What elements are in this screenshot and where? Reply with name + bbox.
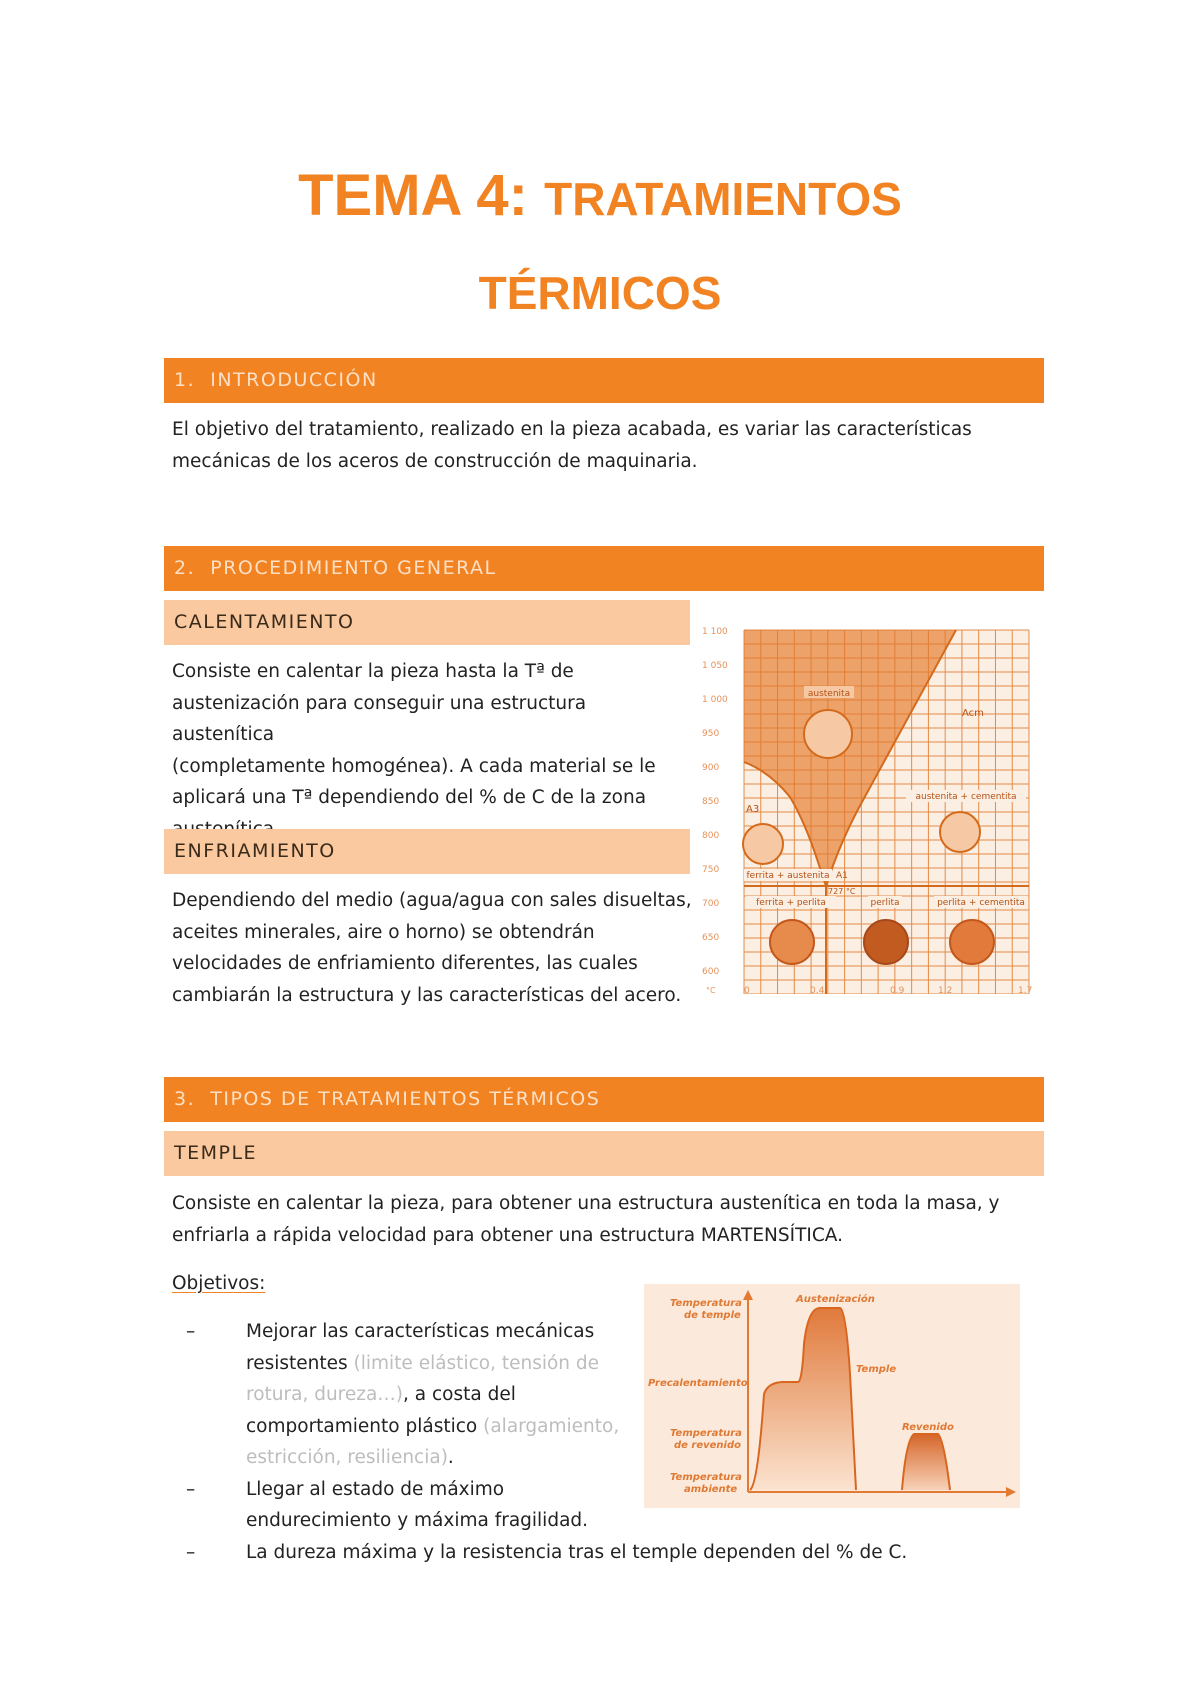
section-number: 1.	[174, 369, 196, 391]
calentamiento-paragraph	[172, 656, 692, 845]
list-dash: –	[186, 1541, 196, 1563]
enfriamiento-line: cambiarán la estructura y las características del acero.	[172, 984, 682, 1006]
label-a1: A1	[836, 871, 848, 881]
label-austenita-cementita: austenita + cementita	[915, 792, 1017, 802]
y-tick-label: 650	[702, 933, 720, 943]
y-tick-label: 900	[702, 763, 720, 773]
label-ferrita-perlita: ferrita + perlita	[756, 898, 826, 908]
section-number: 3.	[174, 1088, 196, 1110]
calentamiento-line: (completamente homogénea). A cada material se le	[172, 755, 656, 777]
temple-cycle-figure	[644, 1284, 1020, 1508]
page-title-line2: TÉRMICOS	[478, 267, 722, 319]
enfriamiento-line: velocidades de enfriamiento diferentes, las cuales	[172, 953, 638, 974]
x-tick-label: 1.7	[1018, 986, 1033, 994]
label-austenizacion: Austenización	[796, 1294, 875, 1305]
label-revenido: Revenido	[902, 1422, 954, 1433]
bullet-note: rotura, dureza…)	[246, 1384, 404, 1405]
bullet-text: .	[447, 1447, 454, 1468]
label-temp-revenido: Temperatura	[670, 1428, 742, 1439]
x-tick-label: 1.2	[938, 986, 953, 994]
label-temp-revenido: de revenido	[674, 1440, 742, 1451]
y-axis-unit: °C	[706, 986, 716, 994]
label-perlita-cementita: perlita + cementita	[937, 898, 1025, 908]
label-acm: Acm	[962, 708, 984, 719]
temple-line: enfriarla a rápida velocidad para obtener una estructura MARTENSÍTICA.	[172, 1224, 843, 1246]
label-a3: A3	[746, 804, 760, 815]
bullet-line: endurecimiento y máxima fragilidad.	[246, 1510, 589, 1531]
temple-paragraph	[172, 1188, 1072, 1251]
bullet-line: Llegar al estado de máximo	[246, 1478, 505, 1500]
calentamiento-line: austenización para conseguir una estructura austenítica	[172, 692, 587, 745]
x-tick-label: 0	[744, 986, 750, 994]
list-item	[164, 1537, 1124, 1569]
label-temp-temple: Temperatura	[670, 1298, 742, 1309]
objetivos-label: Objetivos:	[172, 1273, 266, 1294]
bullet-text: , a costa del	[403, 1384, 516, 1405]
bullet-text: comportamiento plástico	[246, 1415, 484, 1437]
section-number: 2.	[174, 557, 196, 579]
y-tick-label: 750	[702, 865, 720, 875]
enfriamiento-line: Dependiendo del medio (agua/agua con sales disueltas,	[172, 890, 692, 911]
label-austenita: austenita	[807, 689, 851, 699]
y-tick-label: 1 100	[702, 627, 728, 637]
bullet-note: estricción, resiliencia)	[246, 1447, 448, 1468]
bullet-text: resistentes	[246, 1352, 354, 1374]
subheading-temple: TEMPLE	[164, 1131, 1044, 1176]
label-temp-ambiente: ambiente	[684, 1484, 738, 1495]
bullet-line: Mejorar las características mecánicas	[246, 1321, 595, 1342]
intro-line: El objetivo del tratamiento, realizado en la pieza acabada, es variar las características	[172, 419, 972, 440]
subheading-calentamiento: CALENTAMIENTO	[164, 600, 690, 645]
section-label: PROCEDIMIENTO GENERAL	[210, 557, 497, 579]
section-label: TIPOS DE TRATAMIENTOS TÉRMICOS	[210, 1088, 601, 1110]
y-tick-label: 800	[702, 831, 720, 841]
section-heading-tipos	[164, 1077, 1044, 1122]
y-tick-label: 1 000	[702, 695, 728, 705]
bullet-note: (limite elástico, tensión de	[353, 1352, 600, 1374]
phase-diagram-figure	[700, 622, 1040, 994]
bullet-line: La dureza máxima y la resistencia tras el temple dependen del % de C.	[246, 1541, 908, 1563]
section-heading-procedimiento	[164, 546, 1044, 591]
list-dash: –	[186, 1478, 196, 1500]
label-ferrita-austenita: ferrita + austenita	[746, 871, 830, 881]
y-tick-label: 950	[702, 729, 720, 739]
y-tick-label: 600	[702, 967, 720, 977]
section-label: INTRODUCCIÓN	[210, 369, 378, 391]
y-tick-label: 700	[702, 899, 720, 909]
enfriamiento-paragraph	[172, 885, 692, 1011]
bullet-note: (alargamiento,	[483, 1415, 620, 1437]
calentamiento-line: Consiste en calentar la pieza hasta la Tª de	[172, 661, 574, 682]
label-perlita: perlita	[870, 898, 900, 908]
intro-paragraph	[172, 414, 1072, 477]
title-part1: TEMA 4:	[298, 163, 528, 228]
temple-line: Consiste en calentar la pieza, para obtener una estructura austenítica en toda la masa, y	[172, 1193, 1000, 1214]
enfriamiento-line: aceites minerales, aire o horno) se obtendrán	[172, 921, 595, 943]
y-tick-label: 850	[702, 797, 720, 807]
title-part2: TRATAMIENTOS	[544, 173, 902, 225]
label-temp-temple: de temple	[684, 1310, 741, 1321]
label-eutectoid: 727 °C	[828, 887, 856, 896]
list-dash: –	[186, 1321, 196, 1342]
label-precalentamiento: Precalentamiento	[648, 1378, 748, 1389]
y-tick-label: 1 050	[702, 661, 728, 671]
x-tick-label: 0.4	[810, 986, 825, 994]
section-heading-introduccion	[164, 358, 1044, 403]
subheading-enfriamiento: ENFRIAMIENTO	[164, 829, 690, 874]
label-temp-ambiente: Temperatura	[670, 1472, 742, 1483]
intro-line: mecánicas de los aceros de construcción de maquinaria.	[172, 450, 698, 472]
page-title	[0, 162, 1200, 229]
x-tick-label: 0.9	[890, 986, 905, 994]
calentamiento-line: aplicará una Tª dependiendo del % de C de la zona	[172, 787, 647, 808]
label-temple: Temple	[856, 1364, 897, 1375]
